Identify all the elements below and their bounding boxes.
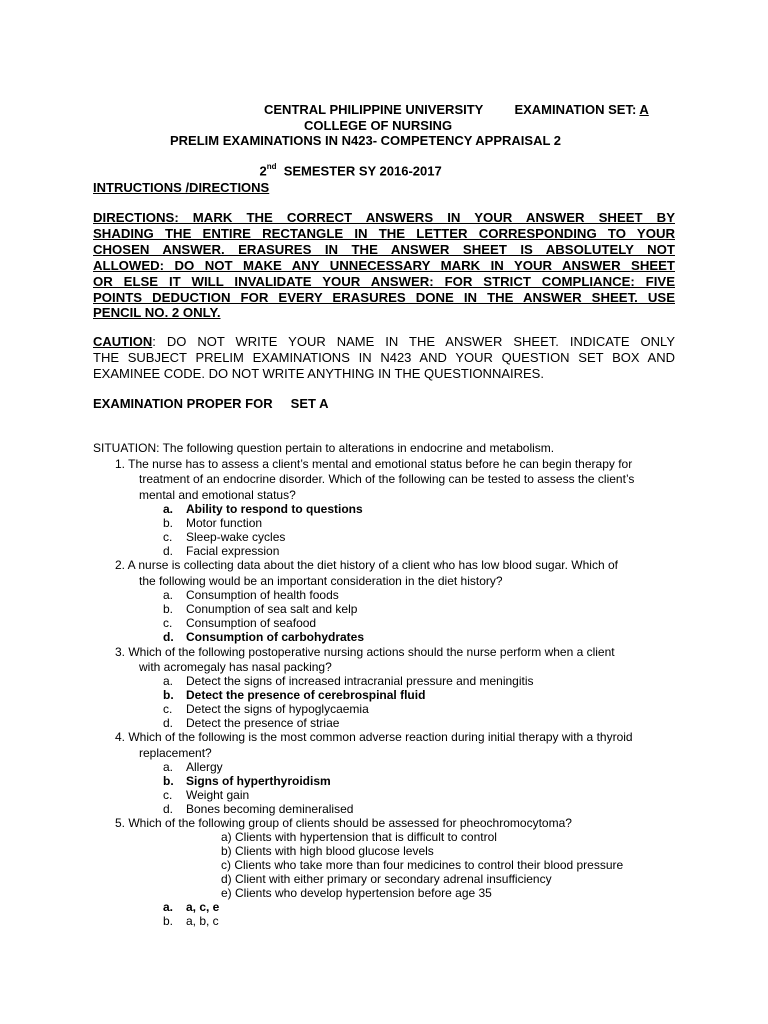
- q4-option-d-letter: d.: [163, 802, 174, 816]
- instructions-heading: INTRUCTIONS /DIRECTIONS: [93, 180, 270, 195]
- directions-line-6: POINTS DEDUCTION FOR EVERY ERASURES DONE IN THE ANSWER SHEET. USE: [93, 290, 675, 305]
- q5-sub-item-b: b) Clients with high blood glucose levels: [221, 844, 434, 858]
- question-3-line-2: with acromegaly has nasal packing?: [139, 660, 332, 674]
- question-4-line-2: replacement?: [139, 746, 212, 760]
- q1-option-c: Sleep-wake cycles: [186, 530, 286, 544]
- q3-option-a-letter: a.: [163, 674, 174, 688]
- q3-option-b-letter: b.: [163, 688, 174, 702]
- caution-label: CAUTION: [93, 334, 153, 349]
- exam-proper-heading: EXAMINATION PROPER FOR SET A: [93, 396, 329, 411]
- q3-option-c: Detect the signs of hypoglycaemia: [186, 702, 369, 716]
- q1-option-d: Facial expression: [186, 544, 280, 558]
- caution-line-3: EXAMINEE CODE. DO NOT WRITE ANYTHING IN THE QUESTIONNAIRES.: [93, 366, 544, 381]
- q1-option-a: Ability to respond to questions: [186, 502, 363, 516]
- exam-title: PRELIM EXAMINATIONS IN N423- COMPETENCY APPRAISAL 2: [170, 133, 562, 148]
- q5-option-b-letter: b.: [163, 914, 174, 928]
- q4-option-c-letter: c.: [163, 788, 173, 802]
- q5-option-a: a, c, e: [186, 900, 220, 914]
- question-1-line-3: mental and emotional status?: [139, 488, 296, 502]
- caution-line-1: [93, 334, 675, 349]
- q2-option-c-letter: c.: [163, 616, 173, 630]
- question-1-line-1: 1. The nurse has to assess a client’s mental and emotional status before he can begin therapy for: [115, 457, 633, 471]
- q2-option-c: Consumption of seafood: [186, 616, 317, 630]
- question-1-line-2: treatment of an endocrine disorder. Which of the following can be tested to assess the client’s: [139, 472, 635, 486]
- q2-option-a-letter: a.: [163, 588, 174, 602]
- question-2-line-2: the following would be an important consideration in the diet history?: [139, 574, 503, 588]
- directions-line-2: SHADING THE ENTIRE RECTANGLE IN THE LETTER CORRESPONDING TO YOUR: [93, 226, 675, 241]
- q1-option-d-letter: d.: [163, 544, 174, 558]
- q3-option-d-letter: d.: [163, 716, 174, 730]
- q5-sub-item-d: d) Client with either primary or secondary adrenal insufficiency: [221, 872, 552, 886]
- college-name: COLLEGE OF NURSING: [304, 118, 453, 133]
- q3-option-d: Detect the presence of striae: [186, 716, 340, 730]
- question-3-line-1: 3. Which of the following postoperative nursing actions should the nurse perform when a client: [115, 645, 615, 659]
- q3-option-b: Detect the presence of cerebrospinal fluid: [186, 688, 426, 702]
- caution-line-2: THE SUBJECT PRELIM EXAMINATIONS IN N423 AND YOUR QUESTION SET BOX AND: [93, 350, 675, 365]
- university-name: CENTRAL PHILIPPINE UNIVERSITY: [264, 102, 484, 117]
- q2-option-b: Conumption of sea salt and kelp: [186, 602, 358, 616]
- exam-set-value: A: [639, 102, 649, 117]
- q2-option-d: Consumption of carbohydrates: [186, 630, 365, 644]
- q4-option-a: Allergy: [186, 760, 223, 774]
- q5-sub-item-c: c) Clients who take more than four medicines to control their blood pressure: [221, 858, 624, 872]
- directions-line-1: DIRECTIONS: MARK THE CORRECT ANSWERS IN YOUR ANSWER SHEET BY: [93, 210, 675, 225]
- q3-option-c-letter: c.: [163, 702, 173, 716]
- semester-line: [245, 148, 442, 193]
- q2-option-b-letter: b.: [163, 602, 174, 616]
- directions-line-5: OR ELSE IT WILL INVALIDATE YOUR ANSWER: FOR STRICT COMPLIANCE: FIVE: [93, 274, 675, 289]
- exam-set-label: [500, 87, 649, 132]
- question-4-line-1: 4. Which of the following is the most common adverse reaction during initial therapy with a thyroid: [115, 730, 633, 744]
- directions-line-7: PENCIL NO. 2 ONLY.: [93, 305, 221, 320]
- q5-option-a-letter: a.: [163, 900, 174, 914]
- exam-set-text: EXAMINATION SET:: [514, 102, 640, 117]
- situation-text: SITUATION: The following question pertain to alterations in endocrine and metabolism.: [93, 441, 555, 455]
- semester-number: 2: [259, 163, 267, 179]
- q1-option-b: Motor function: [186, 516, 263, 530]
- directions-line-3: CHOSEN ANSWER. ERASURES IN THE ANSWER SHEET IS ABSOLUTELY NOT: [93, 242, 675, 257]
- q4-option-b: Signs of hyperthyroidism: [186, 774, 331, 788]
- semester-text: SEMESTER SY 2016-2017: [276, 163, 442, 179]
- question-5-line-1: 5. Which of the following group of clients should be assessed for pheochromocytoma?: [115, 816, 572, 830]
- q2-option-a: Consumption of health foods: [186, 588, 339, 602]
- question-2-line-1: 2. A nurse is collecting data about the diet history of a client who has low blood sugar. Which of: [115, 558, 618, 572]
- semester-superscript: nd: [266, 162, 277, 171]
- q4-option-a-letter: a.: [163, 760, 174, 774]
- q2-option-d-letter: d.: [163, 630, 174, 644]
- directions-line-4: ALLOWED: DO NOT MAKE ANY UNNECESSARY MARK IN YOUR ANSWER SHEET: [93, 258, 675, 273]
- q5-option-b: a, b, c: [186, 914, 219, 928]
- q1-option-c-letter: c.: [163, 530, 173, 544]
- q4-option-b-letter: b.: [163, 774, 174, 788]
- q4-option-c: Weight gain: [186, 788, 250, 802]
- q1-option-a-letter: a.: [163, 502, 174, 516]
- q4-option-d: Bones becoming demineralised: [186, 802, 354, 816]
- caution-text-1: : DO NOT WRITE YOUR NAME IN THE ANSWER SHEET. INDICATE ONLY: [152, 334, 675, 349]
- q5-sub-item-e: e) Clients who develop hypertension before age 35: [221, 886, 492, 900]
- q5-sub-item-a: a) Clients with hypertension that is difficult to control: [221, 830, 497, 844]
- q1-option-b-letter: b.: [163, 516, 174, 530]
- q3-option-a: Detect the signs of increased intracranial pressure and meningitis: [186, 674, 534, 688]
